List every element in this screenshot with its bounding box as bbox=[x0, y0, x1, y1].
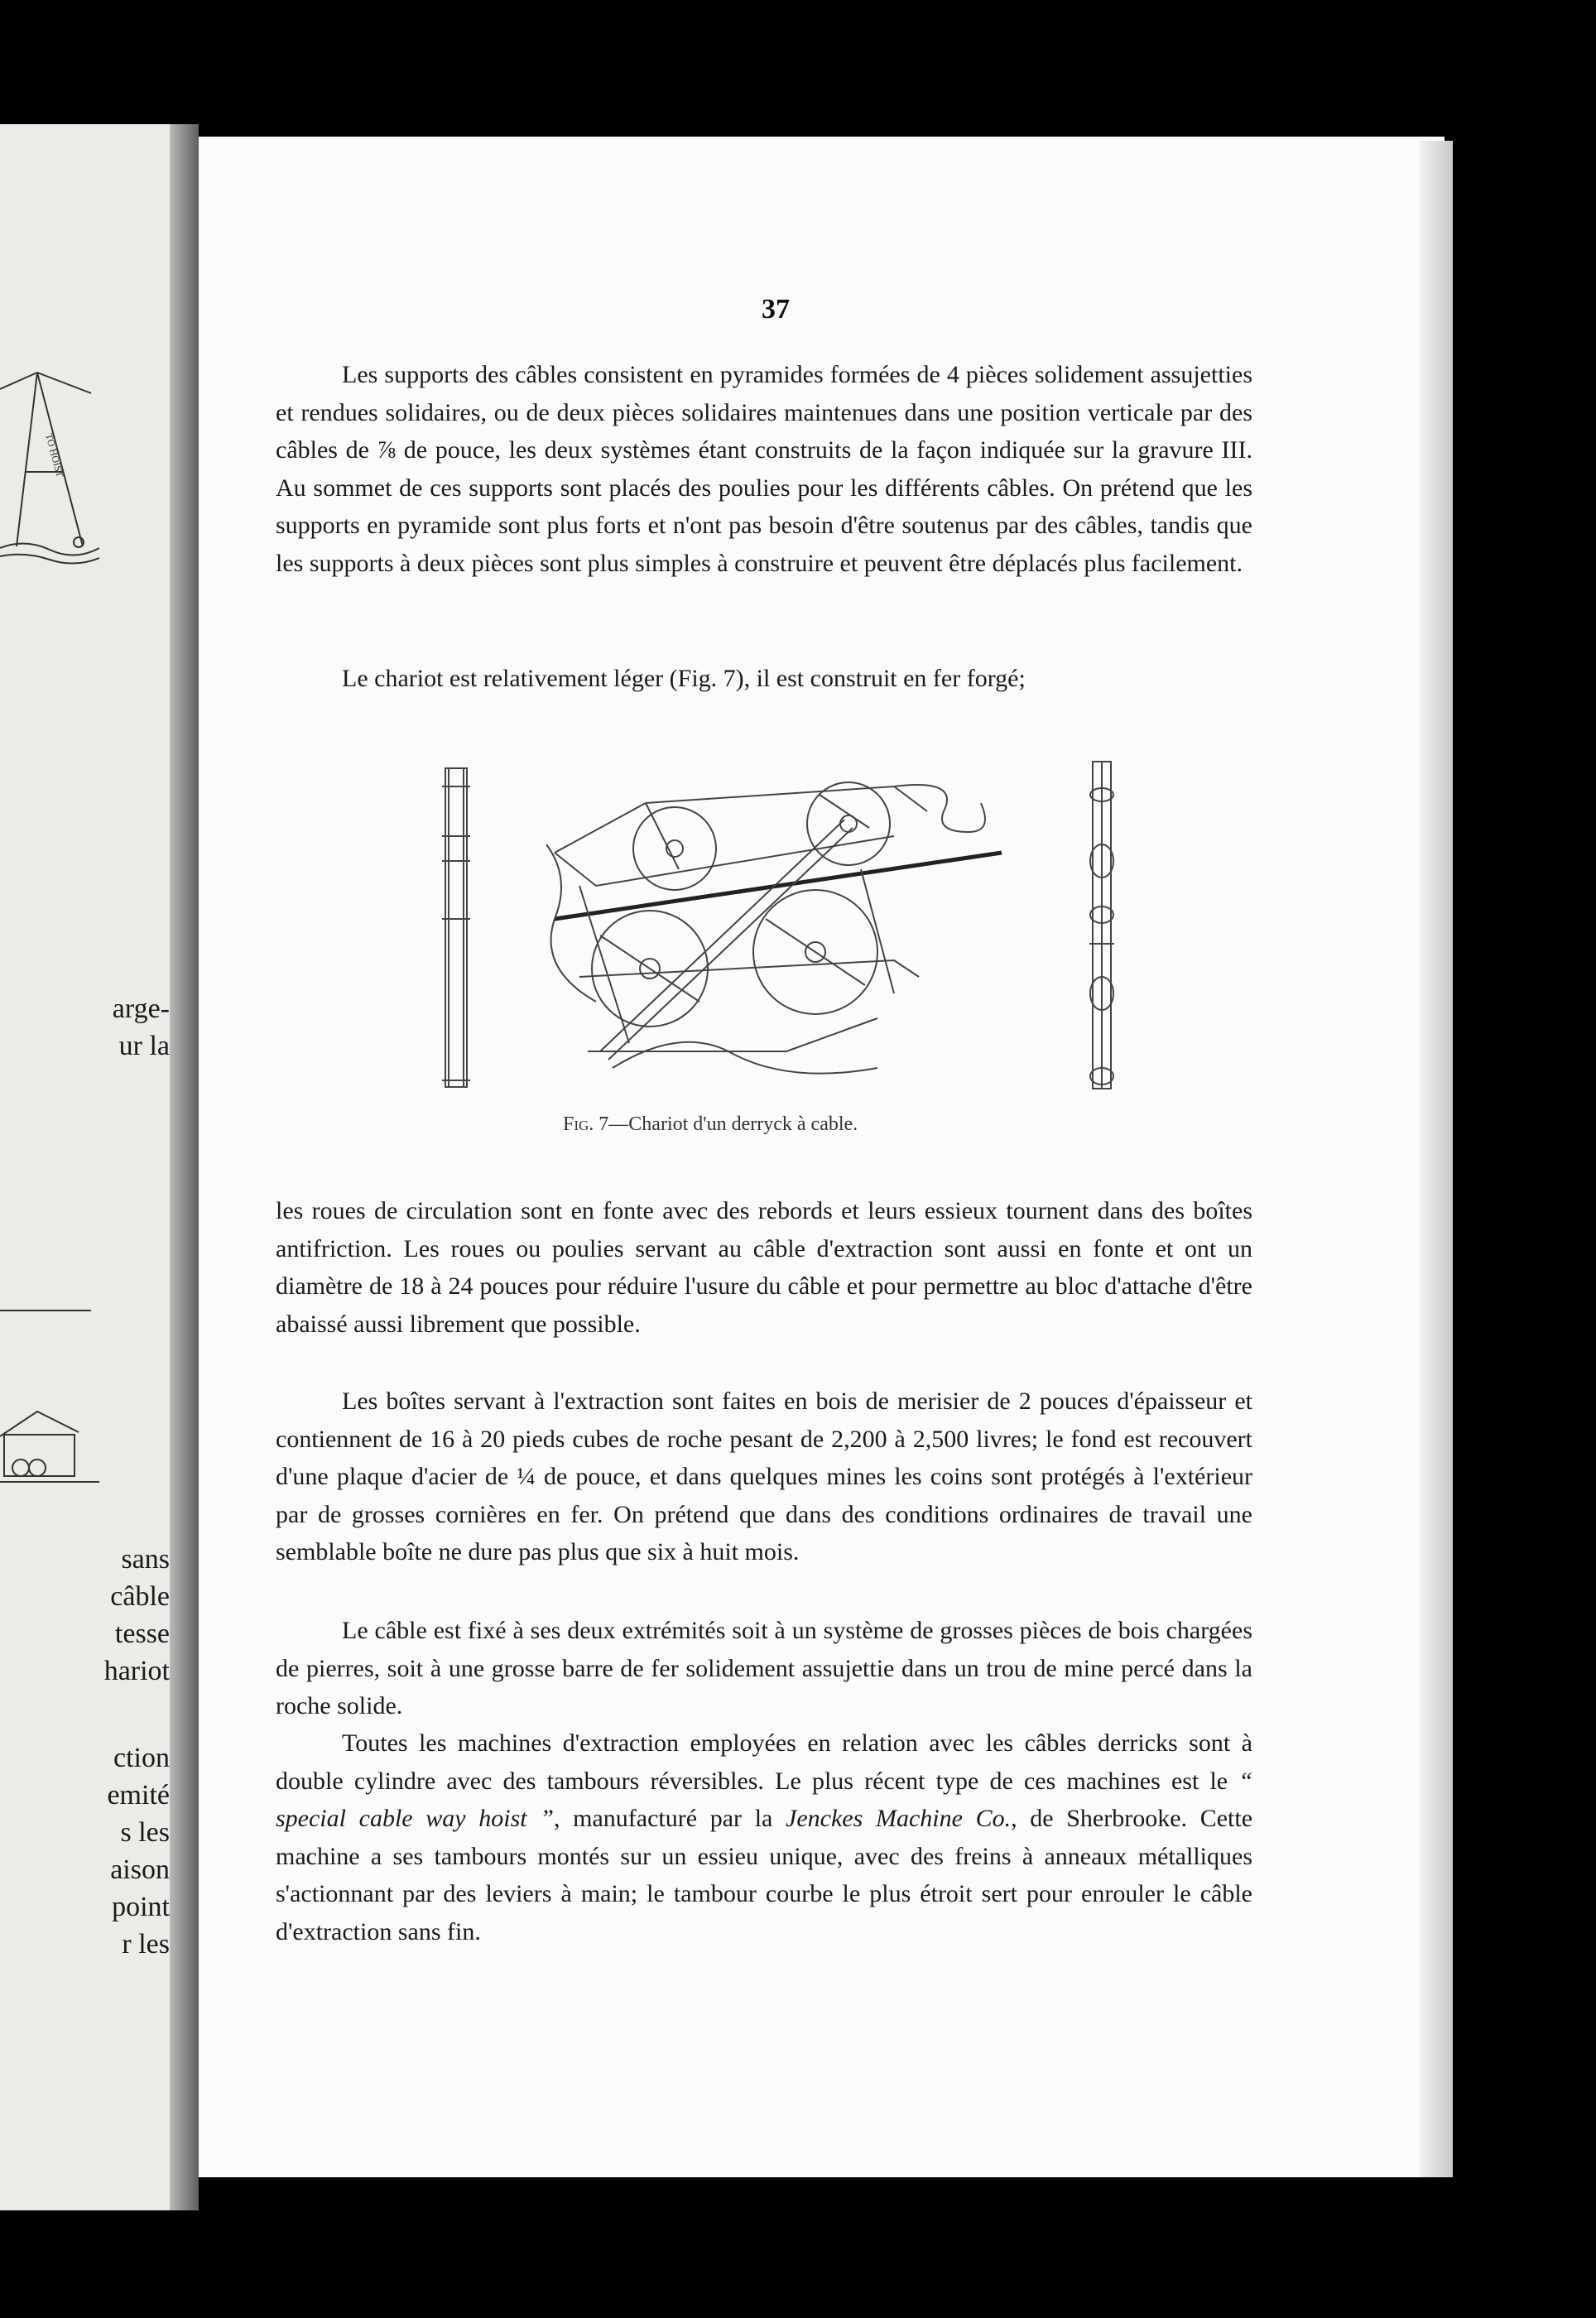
paragraph-supports: Les supports des câbles consistent en pyramides formées de 4 pièces solidement assujetties et rendues solidaires, ou de deux pièces solidaires maintenues dans une position verticale par des câbles de ⅞ de pouce, les deux systèmes étant construits de la façon indiquée sur la gravure III. Au sommet de ces supports sont placés des poulies pour les différents câbles. On prétend que les supports en pyramide sont plus forts et n'ont pas besoin d'être soutenus par des câbles, tandis que les supports à deux pièces sont plus simples à construire et peuvent être déplacés plus facilement. bbox=[276, 361, 1252, 577]
paragraph-wheels: les roues de circulation sont en fonte avec des rebords et leurs essieux tournent dans des boîtes antifriction. Les roues ou poulies servant au câble d'extraction sont aussi en fonte et ont un diamètre de 18 à 24 pouces pour réduire l'usure du câble et pour permettre au bloc d'attache d'être abaissé aussi librement que possible. bbox=[276, 1197, 1252, 1338]
left-text-fragment: s les bbox=[120, 1817, 170, 1848]
paragraph-chariot-intro: Le chariot est relativement léger (Fig. 7), il est construit en fer forgé; bbox=[342, 665, 1026, 692]
left-text-fragment: câble bbox=[110, 1581, 170, 1612]
left-text-fragment: r les bbox=[122, 1929, 170, 1960]
left-text-fragment: sans bbox=[121, 1544, 170, 1575]
left-text-fragment: arge- bbox=[112, 993, 170, 1024]
paragraph-hoisting-machines: Toutes les machines d'extraction employées en relation avec les câbles derricks sont à double cylindre avec des tambours réversibles. Le plus récent type de ces machines est le “ special cable way hoist ”, manufacturé par la Jenckes Machine Co., de Sherbrooke. Cette machine a ses tambours montés sur un essieu unique, avec des freins à anneaux métalliques s'actionnant par des leviers à main; le tambour courbe le plus étroit sert pour enrouler le câble d'extraction sans fin. bbox=[276, 1729, 1253, 1945]
book-gutter-shadow bbox=[170, 124, 199, 2210]
left-text-fragment: emité bbox=[107, 1780, 170, 1811]
left-page bbox=[0, 124, 178, 2210]
chariot-illustration bbox=[430, 753, 1159, 1109]
paragraph-cable-fixing: Le câble est fixé à ses deux extrémités soit à un système de grosses pièces de bois chargées de pierres, soit à une grosse barre de fer solidement assujettie dans un trou de mine percé dans la roche solide. bbox=[276, 1617, 1252, 1719]
figure-caption: Fig. 7—Chariot d'un derryck à cable. bbox=[563, 1113, 858, 1135]
left-text-fragment: aison bbox=[110, 1854, 170, 1885]
carriage-main-view bbox=[546, 782, 1002, 1074]
right-side-view bbox=[1089, 762, 1114, 1089]
left-text-fragment: tesse bbox=[114, 1618, 170, 1649]
left-derrick-illustration bbox=[0, 356, 99, 571]
left-text-fragment: point bbox=[112, 1892, 170, 1922]
left-building-illustration bbox=[0, 1403, 99, 1494]
paragraph-boxes: Les boîtes servant à l'extraction sont faites en bois de merisier de 2 pouces d'épaisseur et contiennent de 16 à 20 pieds cubes de roche pesant de 2,200 à 2,500 livres; le fond est recouvert d'une plaque d'acier de ¼ de pouce, et dans quelques mines les coins sont protégés à l'extérieur par de grosses cornières en fer. On prétend que dans des conditions ordinaires de travail une semblable boîte ne dure pas plus que six à huit mois. bbox=[276, 1387, 1252, 1565]
to-hoist-label: TO HOIST bbox=[43, 432, 66, 479]
left-side-view bbox=[442, 768, 470, 1087]
page-number: 37 bbox=[762, 294, 790, 325]
page-edge-shadow bbox=[1420, 141, 1453, 2177]
left-text-fragment: hariot bbox=[103, 1656, 170, 1686]
left-text-fragment: ction bbox=[113, 1743, 170, 1773]
left-text-fragment: ur la bbox=[118, 1031, 170, 1061]
left-divider-line bbox=[0, 1308, 99, 1313]
